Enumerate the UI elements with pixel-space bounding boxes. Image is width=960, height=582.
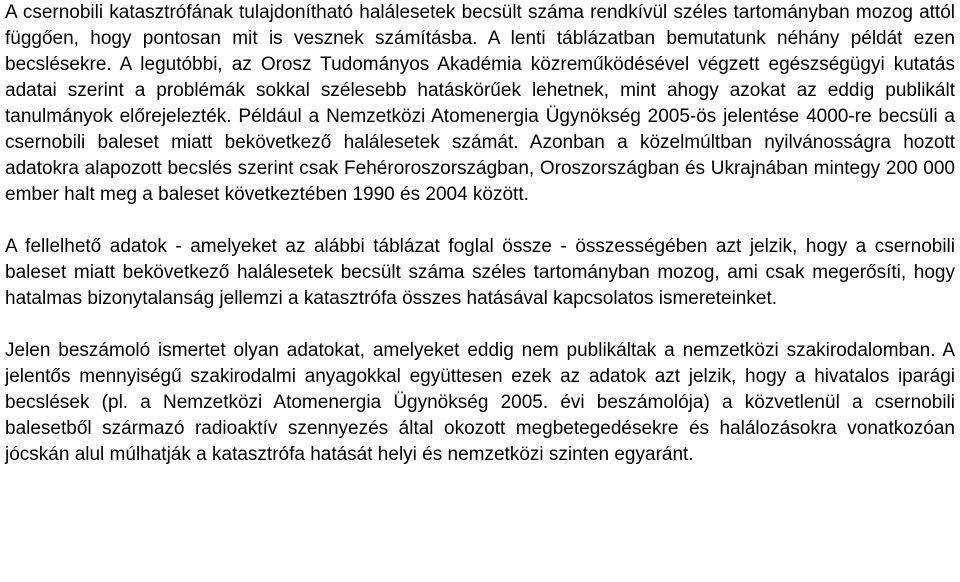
document-body [5, 0, 955, 468]
paragraph-intro: A csernobili katasztrófának tulajdonítható halálesetek becsült száma rendkívül széles tartományban mozog attól függően, hogy pontosan mit is vesznek számításba. A lenti táblázatban bemutatunk néhány példát ezen becslésekre. A legutóbbi, az Orosz Tudományos Akadémia közreműködésével végzett egészségügyi kutatás adatai szerint a problémák sokkal szélesebb hatáskörűek lehetnek, mint ahogy azokat az eddig publikált tanulmányok előrejelezték. Például a Nemzetközi Atomenergia Ügynökség 2005-ös jelentése 4000-re becsüli a csernobili baleset miatt bekövetkező halálesetek számát. Azonban a közelmúltban nyilvánosságra hozott adatokra alapozott becslés szerint csak Fehéroroszországban, Oroszországban és Ukrajnában mintegy 200 000 ember halt meg a baleset következtében 1990 és 2004 között. [5, 2, 955, 205]
paragraph-summary: A fellelhető adatok - amelyeket az alábbi táblázat foglal össze - összességében azt jelzik, hogy a csernobili baleset miatt bekövetkező halálesetek becsült száma széles tartományban mozog, ami csak megerősíti, hogy hatalmas bizonytalanság jellemzi a katasztrófa összes hatásával kapcsolatos ismereteinket. [5, 236, 955, 309]
paragraph-report: Jelen beszámoló ismertet olyan adatokat, amelyeket eddig nem publikáltak a nemzetközi szakirodalomban. A jelentős mennyiségű szakirodalmi anyagokkal együttesen ezek az adatok azt jelzik, hogy a hivatalos iparági becslések (pl. a Nemzetközi Atomenergia Ügynökség 2005. évi beszámolója) a közvetlenül a csernobili balesetből származó radioaktív szennyezés által okozott megbetegedésekre és halálozásokra vonatkozóan jócskán alul múlhatják a katasztrófa hatását helyi és nemzetközi szinten egyaránt. [5, 340, 955, 465]
